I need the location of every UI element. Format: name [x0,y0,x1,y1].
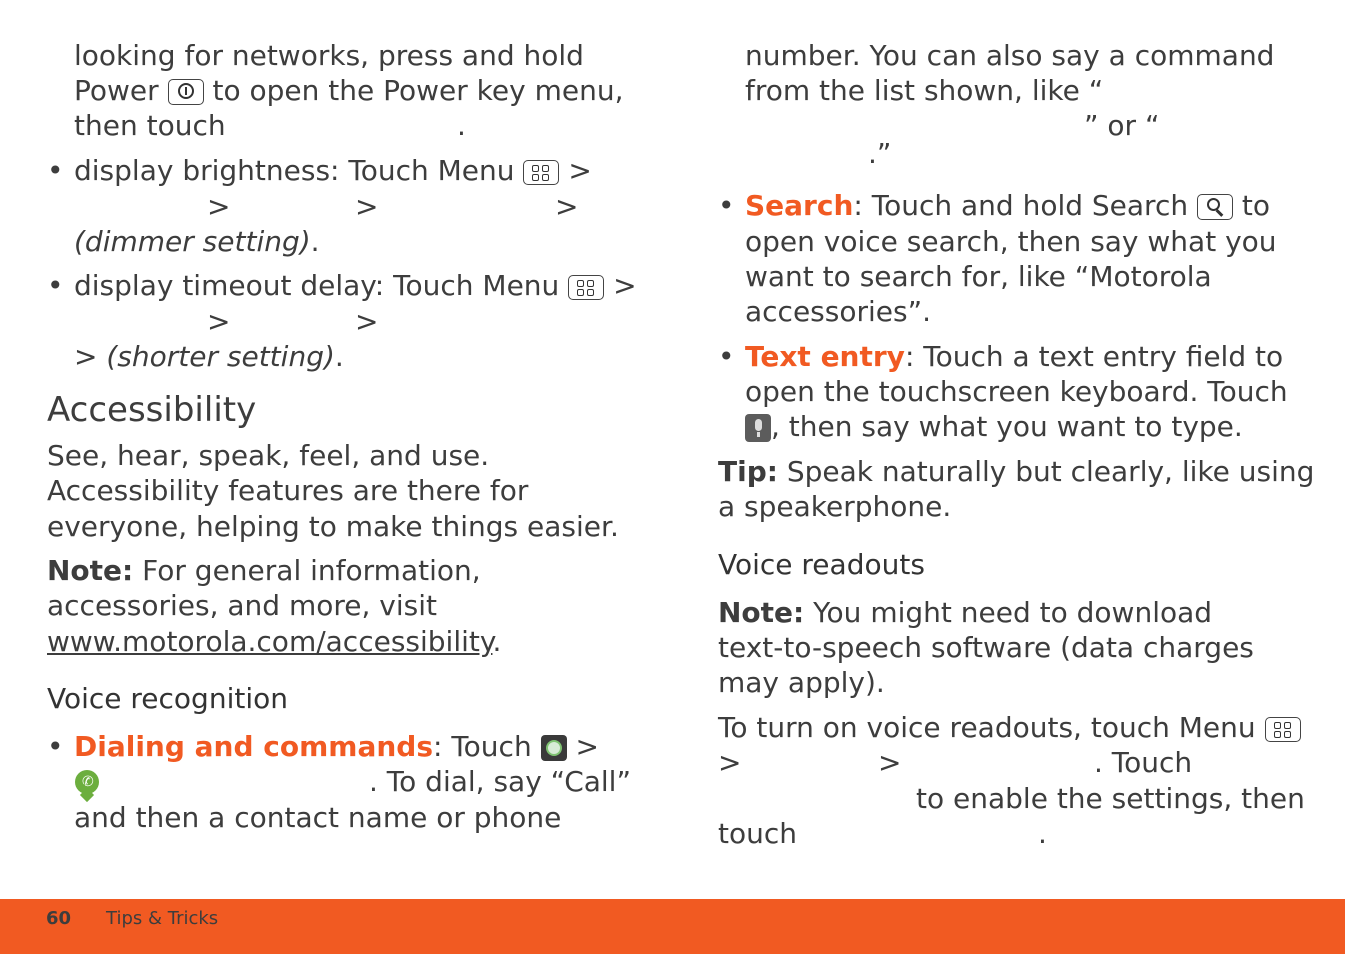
voice-recognition-heading: Voice recognition [47,682,288,715]
right-cont-line2: from the list shown, like “ [745,74,1104,107]
text-entry-line3: , then say what you want to type. [745,409,1243,444]
search-label: Search [745,189,854,222]
intro-line1: See, hear, speak, feel, and use. [47,439,490,472]
bullet-dot: • [718,189,735,222]
search-line4: accessories”. [745,295,931,328]
gt-separator: > [207,190,231,223]
tip-line2: a speakerphone. [718,490,952,523]
search-line2: open voice search, then say what you [745,225,1277,258]
gt-separator: > [355,190,379,223]
bullet-dot: • [718,340,735,373]
search-key-icon [1197,194,1233,220]
right-cont-line4: .” [868,137,892,170]
text-entry-line2: open the touchscreen keyboard. Touch [745,375,1288,408]
gt-separator: > [555,190,579,223]
bullet-dot: • [47,730,64,763]
left-cont-line3: then touch [74,109,226,142]
right-cont-line3: ” or “ [1084,109,1160,142]
text-entry-label: Text entry [745,340,905,373]
power-key-icon [168,79,204,105]
bullet-dot: • [47,154,64,187]
right-cont-line1: number. You can also say a command [745,39,1275,72]
voice-readouts-heading: Voice readouts [718,548,925,581]
turn-on-line1: To turn on voice readouts, touch Menu [718,710,1301,745]
note-label: Note: [718,596,805,629]
voice-dialer-icon: ✆ [74,770,100,800]
tip-line1: Tip: Speak naturally but clearly, like using [718,455,1315,488]
left-cont-period: . [457,109,466,142]
readouts-note-line2: text-to-speech software (data charges [718,631,1254,664]
readouts-note-line3: may apply). [718,666,885,699]
dialing-label: Dialing and commands [74,730,433,763]
turn-on-line3: to enable the settings, then [916,782,1305,815]
left-cont-line2: Power to open the Power key menu, [74,74,624,107]
note-link-line: www.motorola.com/accessibility. [47,625,502,658]
left-cont-line1: looking for networks, press and hold [74,39,584,72]
page-number: 60 [46,908,72,929]
turn-on-touch: . Touch [1094,746,1193,779]
turn-on-line4: touch [718,817,797,850]
bullet-dot: • [47,269,64,302]
section-title: Tips & Tricks [106,908,219,929]
microphone-icon [745,414,771,442]
footer-bar [0,899,1345,954]
gt-separator: > [355,305,379,338]
accessibility-link[interactable]: www.motorola.com/accessibility [47,625,493,658]
dimmer-setting: (dimmer setting). [74,225,320,258]
note-line1: Note: For general information, [47,554,481,587]
gt-separator: > [207,305,231,338]
timeout-line: display timeout delay: Touch Menu > [74,269,637,302]
gt-separator: > [718,746,742,779]
text-entry-line1: Text entry: Touch a text entry field to [745,340,1284,373]
search-line1: Search: Touch and hold Search to [745,189,1271,222]
menu-key-icon [568,275,604,300]
search-line3: want to search for, like “Motorola [745,260,1212,293]
menu-key-icon [1265,717,1301,742]
menu-key-icon [523,160,559,185]
turn-on-period: . [1038,817,1047,850]
voice-commands-app-icon [541,735,567,761]
note-label: Note: [47,554,134,587]
brightness-line: display brightness: Touch Menu > [74,154,592,187]
intro-line2: Accessibility features are there for [47,474,529,507]
note-line2: accessories, and more, visit [47,589,437,622]
dialing-line3: and then a contact name or phone [74,801,562,834]
shorter-setting: > (shorter setting). [74,340,344,373]
intro-line3: everyone, helping to make things easier. [47,510,619,543]
phone-voice-icon-line [74,766,100,801]
readouts-note-line1: Note: You might need to download [718,596,1213,629]
dialing-line2: . To dial, say “Call” [369,765,631,798]
tip-label: Tip: [718,455,778,488]
dialing-line1: Dialing and commands: Touch > [74,730,599,763]
accessibility-heading: Accessibility [47,390,257,430]
gt-separator: > [878,746,902,779]
